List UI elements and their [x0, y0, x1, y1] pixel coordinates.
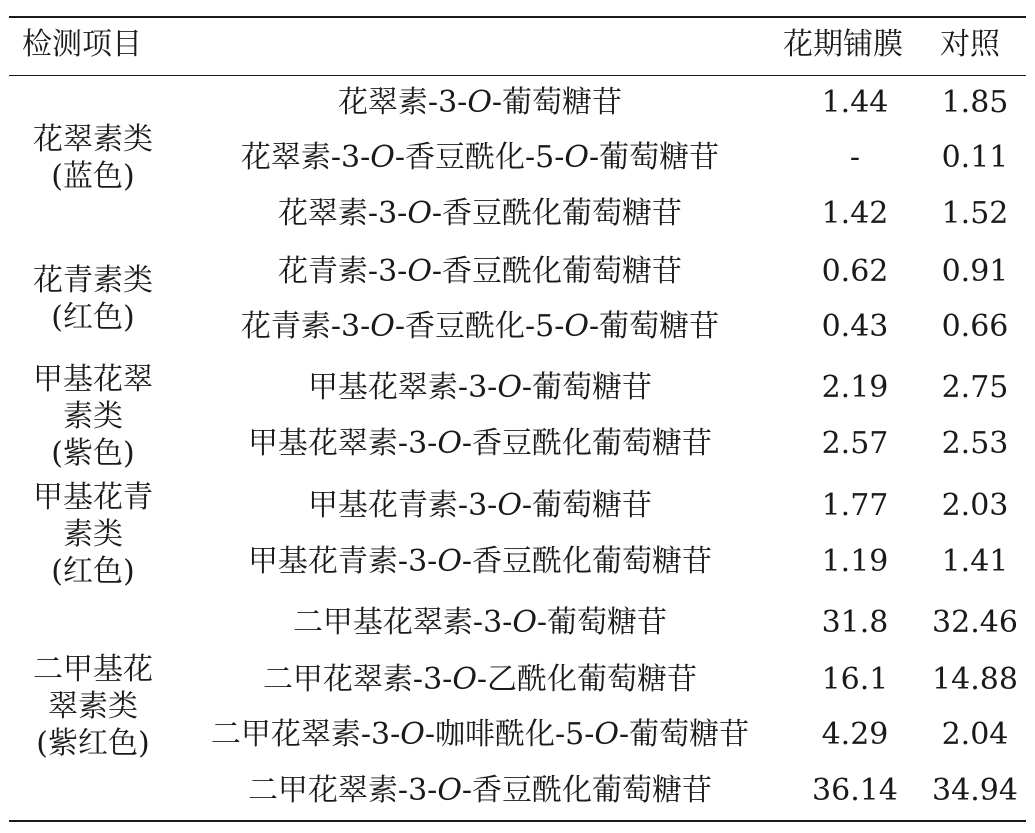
- italic-o-locant: O: [437, 544, 462, 579]
- compound-name-part: -香豆酰化-5-: [394, 140, 565, 175]
- compound-name-part: 二甲花翠素-3-: [210, 717, 401, 752]
- italic-o-locant: O: [497, 370, 522, 405]
- italic-o-locant: O: [497, 488, 522, 523]
- film-mulching-value: 4.29: [821, 717, 889, 752]
- italic-o-locant: O: [564, 309, 589, 344]
- group-label-line: 二甲基花: [33, 652, 153, 687]
- compound-name-part: -香豆酰化葡萄糖苷: [431, 254, 683, 289]
- film-mulching-value: 1.77: [821, 488, 889, 523]
- film-mulching-value: 0.62: [821, 254, 889, 289]
- compound-name-part: 花翠素-3-: [337, 85, 468, 120]
- group-label-line: (蓝色): [51, 159, 135, 194]
- film-mulching-value: 36.14: [812, 773, 898, 808]
- compound-name-part: 二甲花翠素-3-: [262, 662, 453, 697]
- italic-o-locant: O: [452, 662, 477, 697]
- control-value: 0.66: [941, 309, 1009, 344]
- group-label-line: (红色): [51, 300, 135, 335]
- compound-name-part: -葡萄糖苷: [588, 140, 720, 175]
- compound-name-part: -葡萄糖苷: [521, 370, 653, 405]
- compound-name-part: -葡萄糖苷: [521, 488, 653, 523]
- compound-name-part: 花翠素-3-: [277, 196, 408, 231]
- control-value: 32.46: [932, 605, 1018, 640]
- compound-name: [180, 254, 780, 289]
- compound-name: [180, 488, 780, 523]
- header-item: 检测项目: [22, 27, 142, 62]
- film-mulching-value: 16.1: [821, 662, 889, 697]
- group-label-line: (紫红色): [36, 726, 150, 761]
- header-film-mulching: 花期铺膜: [783, 27, 903, 62]
- bottom-rule: [9, 820, 1026, 822]
- compound-name: [180, 426, 780, 461]
- film-mulching-value: 0.43: [821, 309, 889, 344]
- top-rule: [9, 16, 1026, 18]
- header-control: 对照: [940, 27, 1000, 62]
- italic-o-locant: O: [370, 309, 395, 344]
- compound-name-part: -香豆酰化葡萄糖苷: [461, 544, 713, 579]
- compound-name-part: -香豆酰化葡萄糖苷: [461, 773, 713, 808]
- group-label-line: 素类: [63, 517, 123, 552]
- group-label-line: 花青素类: [33, 263, 153, 298]
- control-value: 34.94: [932, 773, 1018, 808]
- group-label-delphinidins: [18, 121, 168, 195]
- italic-o-locant: O: [437, 773, 462, 808]
- compound-name-part: -香豆酰化葡萄糖苷: [431, 196, 683, 231]
- compound-name-part: -葡萄糖苷: [491, 85, 623, 120]
- compound-name: [180, 85, 780, 120]
- italic-o-locant: O: [407, 196, 432, 231]
- compound-name-part: 甲基花青素-3-: [247, 544, 438, 579]
- compound-name-part: -香豆酰化葡萄糖苷: [461, 426, 713, 461]
- film-mulching-value: -: [849, 140, 861, 175]
- film-mulching-value: 31.8: [821, 605, 889, 640]
- compound-name-part: -咖啡酰化-5-: [424, 717, 595, 752]
- compound-name-part: 甲基花翠素-3-: [247, 426, 438, 461]
- compound-name: [180, 717, 780, 752]
- compound-name: [180, 773, 780, 808]
- compound-name: [180, 140, 780, 175]
- compound-name: [180, 309, 780, 344]
- compound-name-part: 二甲基花翠素-3-: [292, 605, 513, 640]
- film-mulching-value: 2.57: [821, 426, 889, 461]
- compound-name-part: 花青素-3-: [277, 254, 408, 289]
- film-mulching-value: 2.19: [821, 370, 889, 405]
- compound-name-part: -葡萄糖苷: [618, 717, 750, 752]
- compound-name-part: -香豆酰化-5-: [394, 309, 565, 344]
- compound-name-part: -乙酰化葡萄糖苷: [476, 662, 698, 697]
- control-value: 1.52: [941, 196, 1009, 231]
- italic-o-locant: O: [400, 717, 425, 752]
- control-value: 1.85: [941, 85, 1009, 120]
- group-label-line: 翠素类: [48, 689, 138, 724]
- group-label-line: 花翠素类: [33, 122, 153, 157]
- group-label-line: (红色): [51, 554, 135, 589]
- control-value: 1.41: [941, 544, 1009, 579]
- group-label-malvidins: [18, 651, 168, 762]
- italic-o-locant: O: [512, 605, 537, 640]
- group-label-line: 甲基花翠: [33, 362, 153, 397]
- control-value: 0.11: [941, 140, 1009, 175]
- group-label-line: 素类: [63, 399, 123, 434]
- control-value: 2.03: [941, 488, 1009, 523]
- control-value: 2.53: [941, 426, 1009, 461]
- italic-o-locant: O: [594, 717, 619, 752]
- group-label-line: (紫色): [51, 436, 135, 471]
- compound-name: [180, 196, 780, 231]
- compound-name-part: 花翠素-3-: [240, 140, 371, 175]
- italic-o-locant: O: [467, 85, 492, 120]
- control-value: 14.88: [932, 662, 1018, 697]
- compound-name: [180, 605, 780, 640]
- italic-o-locant: O: [437, 426, 462, 461]
- film-mulching-value: 1.19: [821, 544, 889, 579]
- italic-o-locant: O: [564, 140, 589, 175]
- compound-name-part: 二甲花翠素-3-: [247, 773, 438, 808]
- header-rule: [9, 75, 1026, 76]
- control-value: 0.91: [941, 254, 1009, 289]
- compound-name: [180, 370, 780, 405]
- group-label-petunidins: [18, 361, 168, 472]
- film-mulching-value: 1.44: [821, 85, 889, 120]
- compound-name-part: 甲基花青素-3-: [307, 488, 498, 523]
- film-mulching-value: 1.42: [821, 196, 889, 231]
- group-label-peonidins: [18, 479, 168, 590]
- compound-name-part: 花青素-3-: [240, 309, 371, 344]
- group-label-cyanidins: [18, 262, 168, 336]
- italic-o-locant: O: [370, 140, 395, 175]
- control-value: 2.75: [941, 370, 1009, 405]
- compound-name-part: -葡萄糖苷: [588, 309, 720, 344]
- group-label-line: 甲基花青: [33, 480, 153, 515]
- compound-name-part: -葡萄糖苷: [536, 605, 668, 640]
- control-value: 2.04: [941, 717, 1009, 752]
- italic-o-locant: O: [407, 254, 432, 289]
- compound-name: [180, 544, 780, 579]
- compound-name-part: 甲基花翠素-3-: [307, 370, 498, 405]
- compound-name: [180, 662, 780, 697]
